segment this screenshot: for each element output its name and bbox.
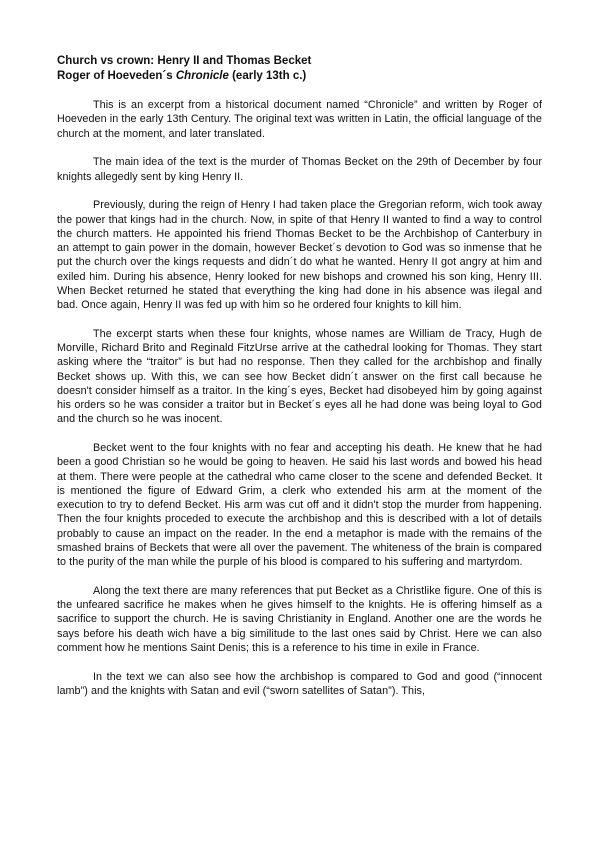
paragraph: This is an excerpt from a historical document named “Chronicle” and written by Roger of Hoeveden in the early 13th Century. The original text was written in Latin, the official language of the church at the moment, and later translated. xyxy=(57,99,542,140)
title-line-2-italic: Chronicle xyxy=(175,69,229,82)
paragraph: Previously, during the reign of Henry I had taken place the Gregorian reform, wich took away the power that kings had in the church. Now, in spite of that Henry II wanted to find a way to control the church matters. He appointed his friend Thomas Becket to be the Archbishop of Canterbury in an attempt to gain power in the domain, however Becket´s devotion to God was so inmense that he put the church over the kings requests and didn´t do what he wanted. Henry II got angry at him and exiled him. During his absence, Henry looked for new bishops and crowned his son king, Henry III. When Becket returned he stated that everything the king had done in his absence was ilegal and bad. Once again, Henry II was fed up with him so he ordered four knights to kill him. xyxy=(57,199,542,311)
paragraph: The main idea of the text is the murder of Thomas Becket on the 29th of December by four knights allegedly sent by king Henry II. xyxy=(57,156,542,183)
title-line-1: Church vs crown: Henry II and Thomas Becket xyxy=(57,55,312,67)
paragraph: Along the text there are many references that put Becket as a Christlike figure. One of this is the unfeared sacrifice he makes when he gives himself to the knights. He is offering himself as a sacrifice to support the church. He is saving Christianity in England. Another one are the words he says before his death wich have a big similitude to the last ones said by Christ. Here we can also comment how he mentions Saint Denis; this is a reference to his time in exile in France. xyxy=(57,584,542,654)
paragraph: In the text we can also see how the archbishop is compared to God and good (“innocent lamb”) and the knights with Satan and evil (“sworn satellites of Satan”). This, xyxy=(57,670,542,697)
paragraph-list xyxy=(57,98,542,698)
paragraph: The excerpt starts when these four knights, whose names are William de Tracy, Hugh de Morville, Richard Brito and Reginald FitzUrse arrive at the cathedral looking for Thomas. They start asking where the “traitor” is but had no response. Then they called for the archbishop and finally Becket shows up. With this, we can see how Becket didn´t answer on the first call because he doesn't consider himself as a traitor. In the king´s eyes, Becket had disobeyed him by going against his orders so he was consider a traitor but in Becket´s eyes all he had done was being loyal to God and the church so he was inocent. xyxy=(57,327,542,426)
title-line-2-prefix: Roger of Hoeveden´s xyxy=(57,69,176,82)
title-line-2-suffix: (early 13th c.) xyxy=(228,69,307,82)
document-body xyxy=(57,54,542,698)
document-title xyxy=(57,54,542,83)
paragraph: Becket went to the four knights with no fear and accepting his death. He knew that he had been a good Christian so he would be going to heaven. He said his last words and bowed his head at them. There were people at the cathedral who came closer to the scene and defended Becket. It is mentioned the figure of Edward Grim, a clerk who extended his arm at the moment of the execution to try to defend Becket. His arm was cut off and it didn't stop the murder from happening. Then the four knights proceded to execute the archbishop and this is described with a lot of details probably to cause an impact on the reader. In the end a metaphor is made with the remains of the smashed brains of Beckets that were all over the pavement. The whiteness of the brain is compared to the purity of the man while the purple of his blood is compared to his suffering and martyrdom. xyxy=(57,442,542,568)
